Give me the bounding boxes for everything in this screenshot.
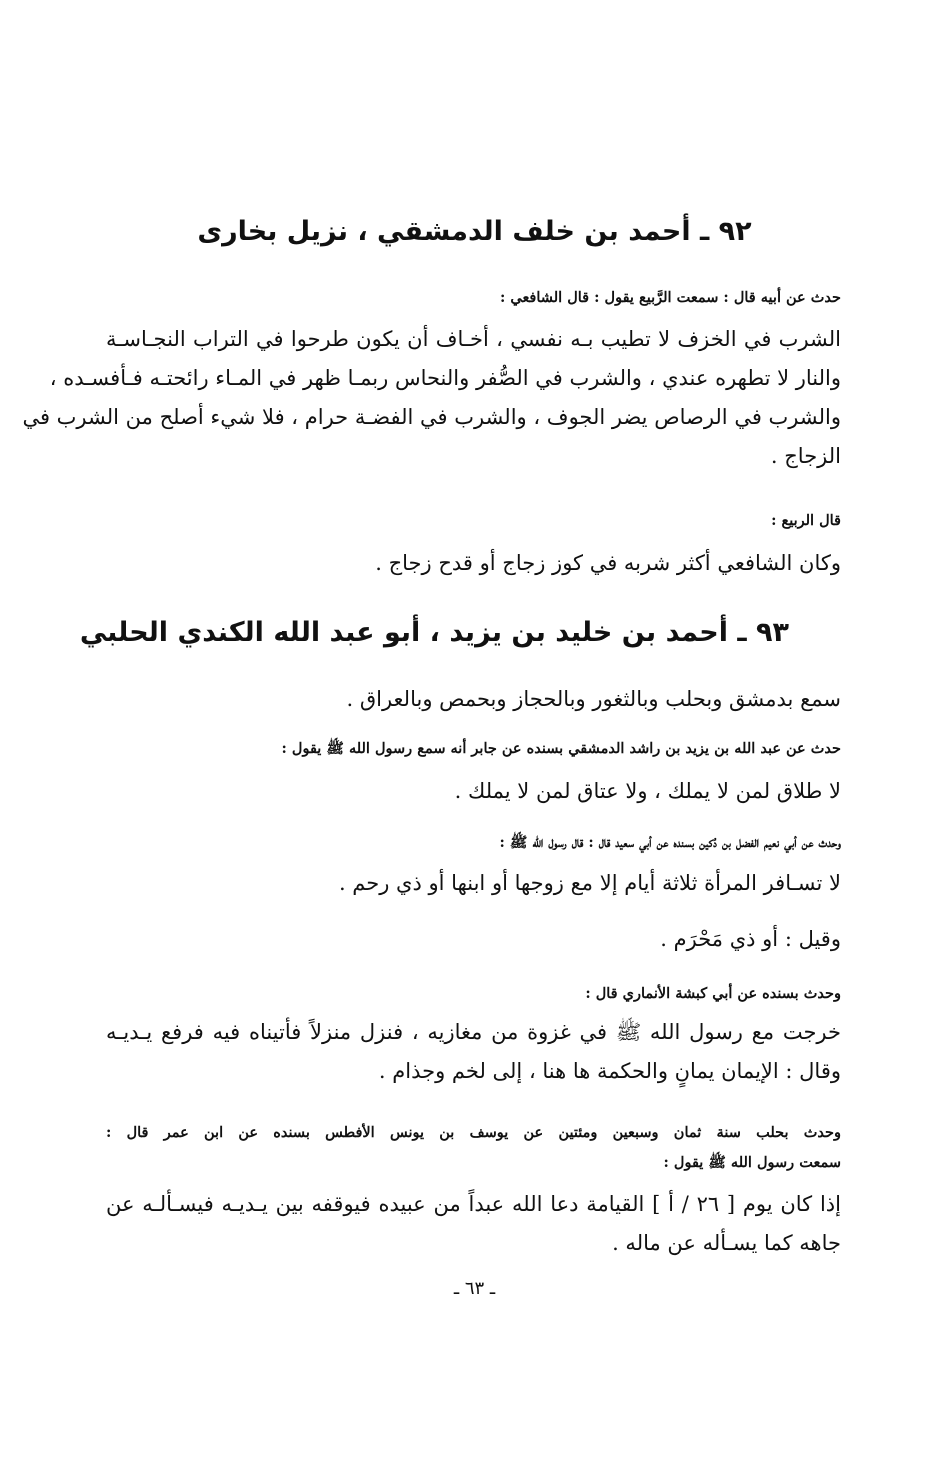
hadith-3-text — [106, 1013, 841, 1091]
hadith-2-note: وقيل : أو ذي مَحْرَم . — [660, 927, 841, 951]
section-92-heading: ٩٢ ـ أحمد بن خلف الدمشقي ، نزيل بخارى — [197, 216, 752, 247]
rabi-text: وكان الشافعي أكثر شربه في كوز زجاج أو قدح زجاج . — [375, 551, 841, 575]
hadith-1-text: لا طلاق لمن لا يملك ، ولا عتاق لمن لا يملك . — [454, 779, 841, 803]
hadith-2-text: لا تسـافر المرأة ثلاثة أيام إلا مع زوجها أو ابنها أو ذي رحم . — [338, 871, 841, 895]
section-93-heading: ٩٣ ـ أحمد بن خليد بن يزيد ، أبو عبد الله الكندي الحلبي — [79, 617, 789, 648]
paragraph-line: وقال : الإيمان يمانٍ والحكمة ها هنا ، إلى لخم وجذام . — [378, 1059, 841, 1083]
paragraph-line: جاهه كما يسـأله عن ماله . — [612, 1231, 841, 1255]
hadith-1-intro: حدث عن عبد الله بن يزيد بن راشد الدمشقي بسنده عن جابر أنه سمع رسول الله ﷺ يقول : — [281, 740, 841, 757]
hadith-4-text — [106, 1185, 841, 1263]
rabi-intro: قال الربيع : — [771, 512, 841, 529]
paragraph-line: والنار لا تطهره عندي ، والشرب في الصُّفر والنحاس ربمـا ظهر في المـاء رائحتـه فـأفسـده ، — [49, 366, 841, 390]
paragraph-line: خرجت مع رسول الله ﷺ في غزوة من مغازيه ، فنزل منزلاً فأتيناه فيه فرفع يـديـه — [106, 1020, 841, 1044]
page-number: ـ ٦٣ ـ — [453, 1278, 496, 1299]
intro-line: وحدث بحلب سنة ثمان وسبعين ومئتين عن يوسف بن يونس الأفطس بسنده عن ابن عمر قال : — [106, 1124, 841, 1141]
intro-line: سمعت رسول الله ﷺ يقول : — [663, 1154, 841, 1171]
section-93-sama: سمع بدمشق وبحلب وبالثغور وبالحجاز وبحمص وبالعراق . — [346, 687, 841, 711]
paragraph-line: الزجاج . — [770, 444, 841, 468]
paragraph-line: إذا كان يوم [ ٢٦ / أ ] القيامة دعا الله عبداً من عبيده فيوقفه بين يـديـه فيسـألـه عن — [106, 1192, 841, 1216]
section-92-intro: حدث عن أبيه قال : سمعت الرَّبيع يقول : قال الشافعي : — [499, 289, 841, 306]
paragraph-line: والشرب في الرصاص يضر الجوف ، والشرب في الفضـة حرام ، فلا شيء أصلح من الشرب في — [22, 405, 841, 429]
hadith-3-intro: وحدث بسنده عن أبي كبشة الأنماري قال : — [585, 985, 841, 1002]
paragraph-line: الشرب في الخزف لا تطيب بـه نفسي ، أخـاف أن يكون طرحوا في التراب النجـاسـة — [106, 327, 841, 351]
hadith-2-intro: وحدث عن أبي نعيم الفضل بن دُكين بسنده عن أبي سعيد قال : قال رسول الله ﷺ : — [499, 834, 841, 851]
section-92-paragraph — [22, 320, 841, 476]
hadith-4-intro — [106, 1118, 841, 1178]
